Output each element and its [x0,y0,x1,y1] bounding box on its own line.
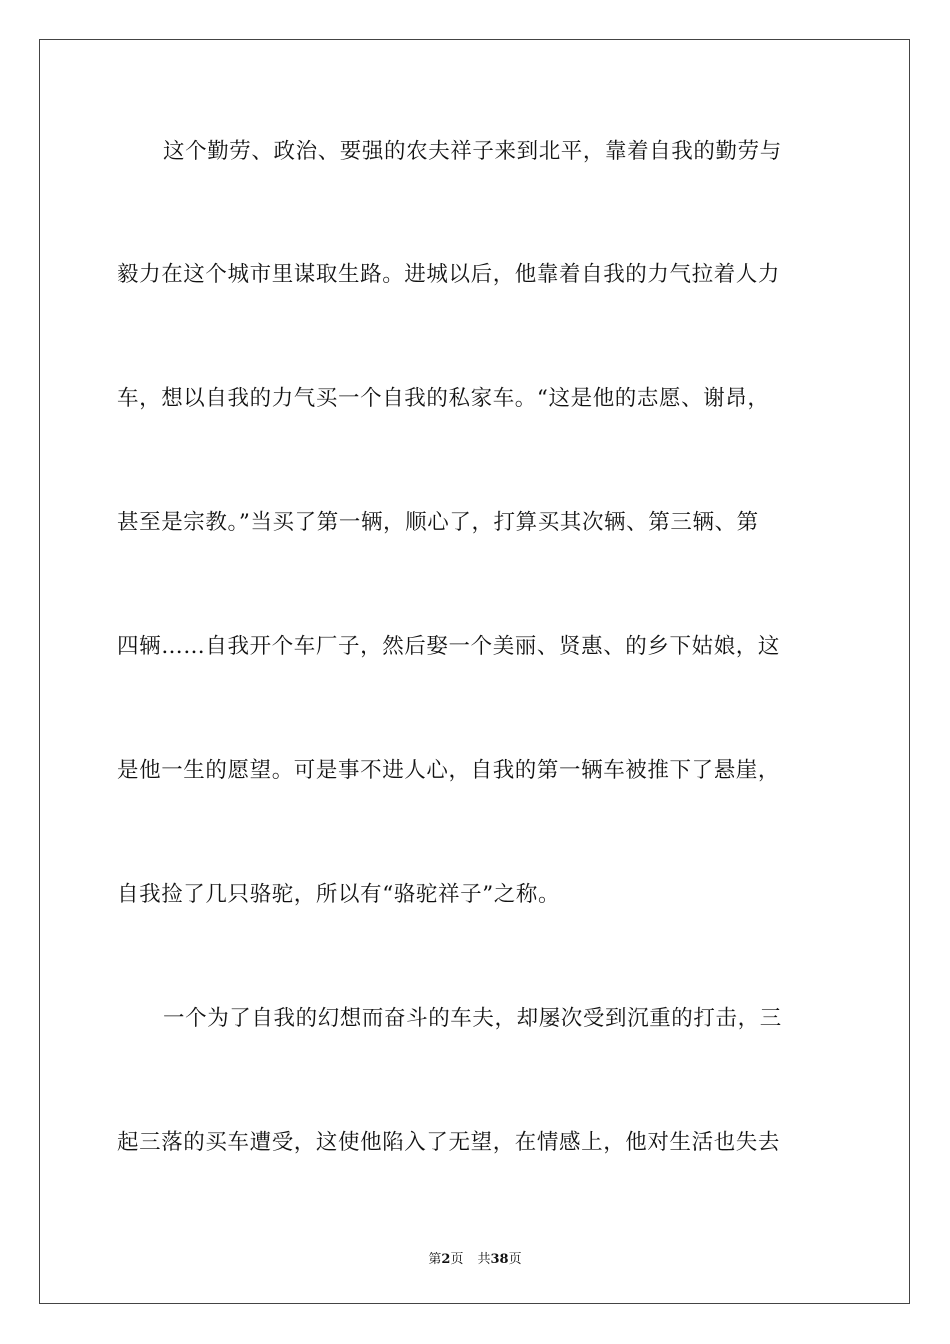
text-line: 是他一生的愿望。可是事不进人心，自我的第一辆车被推下了悬崖， [117,758,781,783]
text-line: 毅力在这个城市里谋取生路。进城以后，他靠着自我的力气拉着人力 [117,262,781,287]
text-line: 甚至是宗教。”当买了第一辆，顺心了，打算买其次辆、第三辆、第 [117,510,759,535]
total-prefix: 共 [477,1252,491,1267]
text-line: 这个勤劳、政治、要强的农夫祥子来到北平，靠着自我的勤劳与 [163,139,782,164]
text-line: 自我捡了几只骆驼，所以有“骆驼祥子”之称。 [117,882,561,907]
total-pages: 38 [490,1252,509,1267]
page-suffix: 页 [450,1252,464,1267]
page-border [39,39,910,1304]
text-line: 一个为了自我的幻想而奋斗的车夫，却屡次受到沉重的打击，三 [163,1006,782,1031]
page-footer [0,1248,950,1267]
text-line: 四辆……自我开个车厂子，然后娶一个美丽、贤惠、的乡下姑娘，这 [117,634,781,659]
text-line: 车，想以自我的力气买一个自我的私家车。“这是他的志愿、谢昂， [117,386,770,411]
text-line: 起三落的买车遭受，这使他陷入了无望，在情感上，他对生活也失去 [117,1130,781,1155]
page-prefix: 第 [428,1252,442,1267]
page-number: 2 [441,1252,451,1267]
total-suffix: 页 [508,1252,522,1267]
